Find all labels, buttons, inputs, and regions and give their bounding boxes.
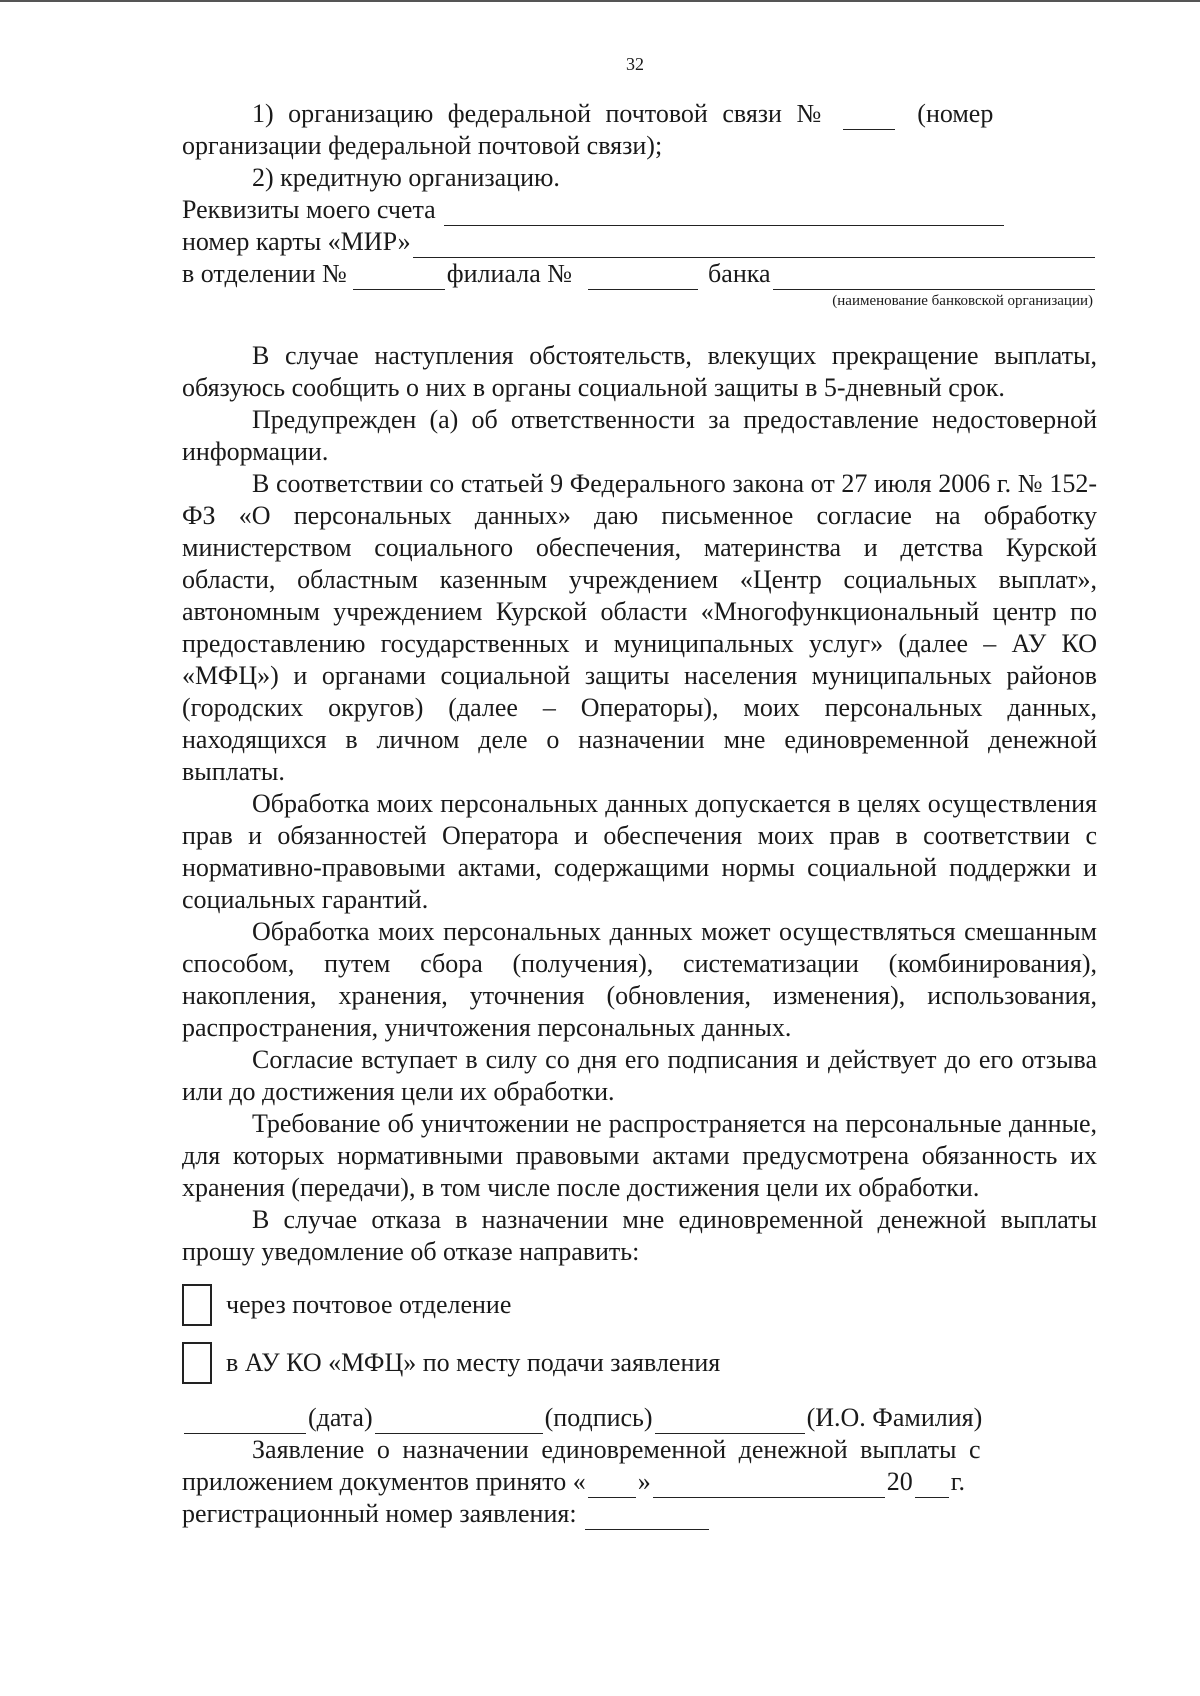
branch-label: в отделении № xyxy=(182,259,347,288)
item1-continuation: организации федеральной почтовой связи); xyxy=(182,131,663,160)
paragraph-consent-validity: Согласие вступает в силу со дня его подписания и действует до его отзыва или до достижения цели их обработки. xyxy=(182,1045,1097,1106)
acceptance-quote-close: » xyxy=(637,1467,651,1496)
name-field[interactable] xyxy=(655,1409,805,1434)
paragraph-refusal-notice: В случае отказа в назначении мне единовременной денежной выплаты прошу уведомление об отказе направить: xyxy=(182,1205,1097,1266)
branch-number-field[interactable] xyxy=(353,265,445,290)
card-line xyxy=(182,226,1097,258)
item1-text: 1) организацию федеральной почтовой связи № xyxy=(252,99,822,128)
mfc-checkbox[interactable] xyxy=(182,1342,212,1384)
acceptance-year-field[interactable] xyxy=(915,1473,949,1498)
acceptance-text: Заявление о назначении единовременной денежной выплаты с xyxy=(252,1435,981,1464)
option-mfc-label: в АУ КО «МФЦ» по месту подачи заявления xyxy=(226,1348,721,1377)
item1-line xyxy=(182,98,1097,130)
paragraph-termination: В случае наступления обстоятельств, влекущих прекращение выплаты, обязуюсь сообщить о них в органы социальной защиты в 5-дневный срок. xyxy=(182,341,1097,402)
filial-number-field[interactable] xyxy=(588,265,698,290)
account-field[interactable] xyxy=(444,201,1004,226)
registration-number-field[interactable] xyxy=(585,1505,709,1530)
postal-number-field[interactable] xyxy=(843,105,895,130)
acceptance-text-2: приложением документов принято « xyxy=(182,1467,586,1496)
registration-label: регистрационный номер заявления: xyxy=(182,1499,577,1528)
card-number-field[interactable] xyxy=(413,233,1095,258)
acceptance-line1 xyxy=(182,1434,1097,1466)
date-caption: (дата) xyxy=(308,1403,373,1432)
post-office-checkbox[interactable] xyxy=(182,1284,212,1326)
option-post-label: через почтовое отделение xyxy=(226,1290,512,1319)
account-line xyxy=(182,194,1097,226)
bank-label: банка xyxy=(708,259,771,288)
bank-name-field[interactable] xyxy=(773,265,1095,290)
filial-label: филиала № xyxy=(446,259,573,288)
acceptance-month-field[interactable] xyxy=(653,1473,885,1498)
signature-field[interactable] xyxy=(375,1409,543,1434)
acceptance-line2 xyxy=(182,1466,1097,1498)
paragraph-processing-method: Обработка моих персональных данных может осуществляться смешанным способом, путем сбора (получения), систематизации (комбинирования), накопления, хранения, уточнения (обновления, изменения), использования, распространения, уничтожения персональных данных. xyxy=(182,917,1097,1042)
acceptance-day-field[interactable] xyxy=(588,1473,636,1498)
bank-name-hint: (наименование банковской организации) xyxy=(832,293,1093,309)
bank-line xyxy=(182,258,1097,290)
paragraph-consent: В соответствии со статьей 9 Федерального закона от 27 июля 2006 г. № 152-ФЗ «О персональных данных» даю письменное согласие на обработку министерством социального обеспечения, материнства и детства Курской области, областным казенным учреждением «Центр социальных выплат», автономным учреждением Курской области «Многофункциональный центр по предоставлению государственных и муниципальных услуг» (далее – АУ КО «МФЦ») и органами социальной защиты населения муниципальных районов (городских округов) (далее – Операторы), моих персональных данных, находящихся в личном деле о назначении мне единовременной денежной выплаты. xyxy=(182,469,1097,786)
option-mfc-row xyxy=(182,1342,1097,1384)
account-label: Реквизиты моего счета xyxy=(182,195,436,224)
signature-line xyxy=(182,1402,1097,1434)
registration-line xyxy=(182,1498,1097,1530)
option-post-row xyxy=(182,1284,1097,1326)
top-border xyxy=(0,0,1200,2)
page-number: 32 xyxy=(626,54,644,74)
item1-number-note: (номер xyxy=(917,99,994,128)
paragraph-destruction: Требование об уничтожении не распространяется на персональные данные, для которых нормативными правовыми актами предусмотрена обязанность их хранения (передачи), в том числе после достижения цели их обработки. xyxy=(182,1109,1097,1202)
item2-text: 2) кредитную организацию. xyxy=(252,163,560,192)
name-caption: (И.О. Фамилия) xyxy=(806,1403,983,1432)
acceptance-year-suffix: г. xyxy=(950,1467,965,1496)
document-body xyxy=(182,98,1097,1530)
card-label: номер карты «МИР» xyxy=(182,227,411,256)
acceptance-year-prefix: 20 xyxy=(886,1467,913,1496)
signature-caption: (подпись) xyxy=(544,1403,653,1432)
paragraph-processing-purpose: Обработка моих персональных данных допускается в целях осуществления прав и обязанностей Оператора и обеспечения моих прав в соответствии с нормативно-правовыми актами, содержащими нормы социальной поддержки и социальных гарантий. xyxy=(182,789,1097,914)
date-field[interactable] xyxy=(184,1409,306,1434)
paragraph-warning: Предупрежден (а) об ответственности за предоставление недостоверной информации. xyxy=(182,405,1097,466)
